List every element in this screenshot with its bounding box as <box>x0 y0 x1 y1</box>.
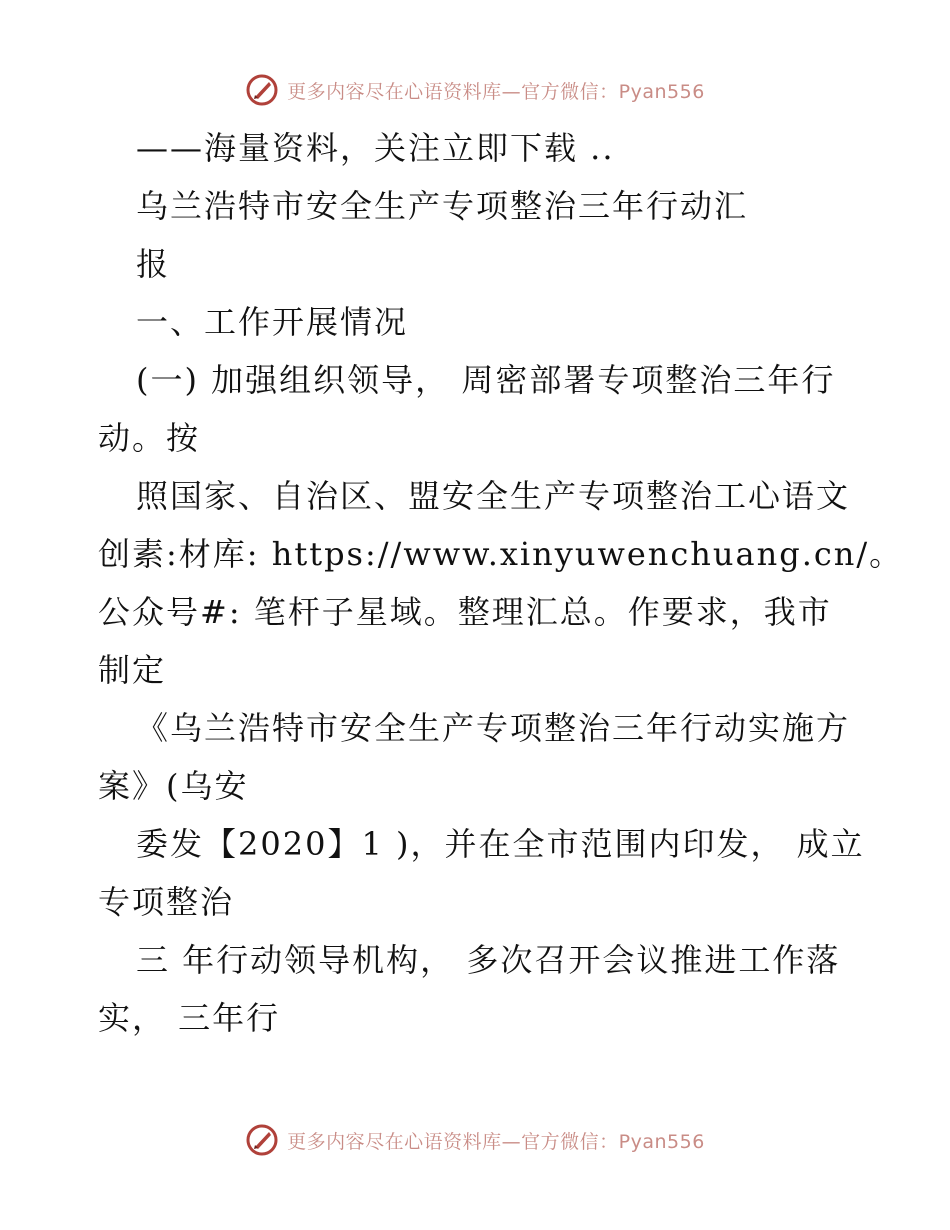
doc-line-10: 制定 <box>98 651 167 689</box>
section-heading: 一、工作开展情况 <box>136 303 409 341</box>
doc-line-11: 《乌兰浩特市安全生产专项整治三年行动实施方 <box>136 709 851 747</box>
doc-line-1: ——海量资料，关注立即下载 .. <box>136 129 615 167</box>
doc-line-12: 案》(乌安 <box>98 767 249 805</box>
doc-line-13: 委发【2020】1 )，并在全市范围内印发， 成立 <box>136 825 865 863</box>
doc-line-7: 照国家、自治区、盟安全生产专项整治工心语文 <box>136 477 851 515</box>
doc-title-line-1: 乌兰浩特市安全生产专项整治三年行动汇 <box>136 187 749 225</box>
doc-line-15: 三 年行动领导机构， 多次召开会议推进工作落 <box>136 941 841 979</box>
doc-line-5: (一) 加强组织领导， 周密部署专项整治三年行 <box>136 361 836 399</box>
page-header-watermark <box>0 70 950 110</box>
doc-title-line-2: 报 <box>136 245 171 283</box>
quill-logo-icon <box>245 1123 279 1157</box>
doc-line-8: 创素:材库: https://www.xinyuwenchuang.cn/。 <box>98 535 904 573</box>
footer-banner-text: 更多内容尽在心语资料库—官方微信：Pyan556 <box>287 1130 705 1153</box>
doc-line-9: 公众号#: 笔杆子星域。整理汇总。作要求，我市 <box>98 593 832 631</box>
page-footer-watermark <box>0 1120 950 1160</box>
doc-line-14: 专项整治 <box>98 883 235 921</box>
header-banner-text: 更多内容尽在心语资料库—官方微信：Pyan556 <box>287 80 705 103</box>
quill-logo-icon <box>245 73 279 107</box>
doc-line-16: 实， 三年行 <box>98 999 281 1037</box>
doc-line-6: 动。按 <box>98 419 201 457</box>
